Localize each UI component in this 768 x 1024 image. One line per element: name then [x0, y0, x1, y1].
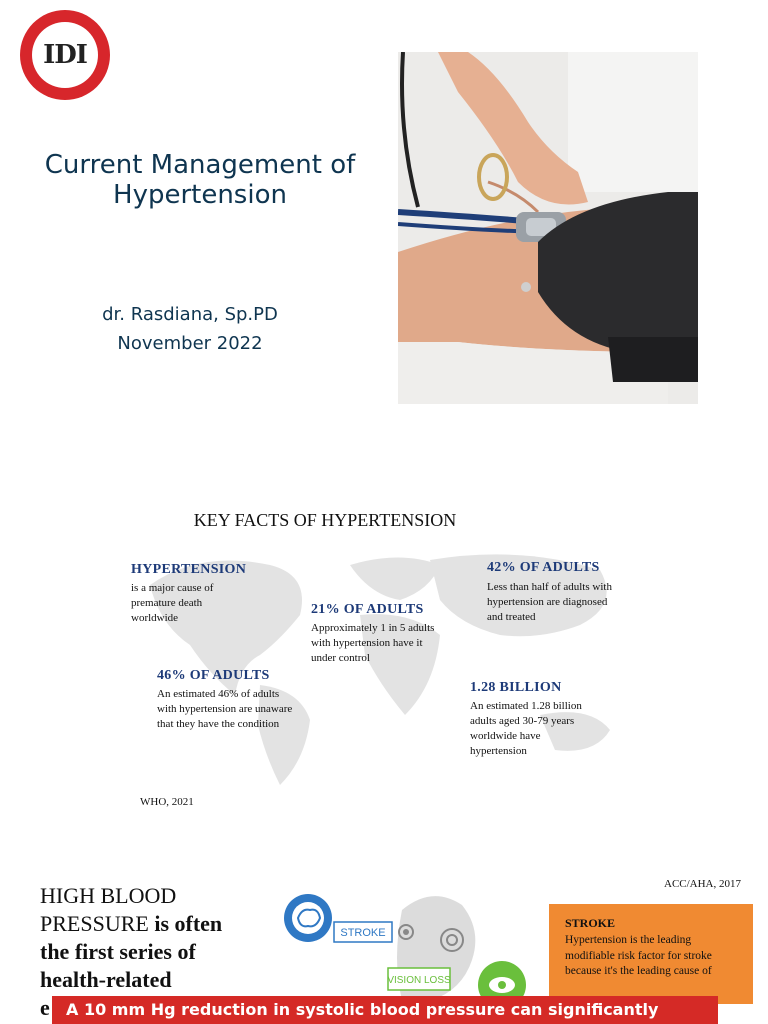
source-citation: ACC/AHA, 2017	[664, 878, 742, 890]
presentation-date: November 2022	[117, 333, 263, 354]
fact-hypertension	[131, 562, 301, 626]
fact-heading: 21% OF ADULTS	[311, 602, 424, 617]
fact-body: Less than half of adults with hypertension are diagnosed and treated	[487, 581, 612, 623]
key-facts-title: KEY FACTS OF HYPERTENSION	[193, 510, 457, 530]
fact-body: is a major cause of premature death worldwide	[131, 582, 214, 624]
fact-heading: 1.28 BILLION	[470, 680, 562, 695]
fact-body: An estimated 46% of adults with hypertension are unaware that they have the condition	[157, 688, 293, 730]
source-citation: WHO, 2021	[140, 796, 194, 808]
slide-heading: HIGH BLOOD PRESSURE is often the first series of health-related e	[40, 883, 223, 1020]
presentation-title: Current Management of Hypertension	[44, 150, 356, 210]
fact-heading: 46% OF ADULTS	[157, 668, 270, 683]
fact-46-percent	[157, 668, 337, 732]
diagram-label-stroke: STROKE	[340, 927, 386, 939]
fact-21-percent	[311, 602, 481, 666]
fact-heading: 42% OF ADULTS	[487, 560, 600, 575]
logo-text: IDI	[43, 40, 87, 70]
key-facts-slide	[0, 490, 768, 830]
blood-pressure-photo	[398, 52, 698, 404]
stroke-heading: STROKE	[565, 916, 616, 930]
fact-body: An estimated 1.28 billion adults aged 30-79 years worldwide have hypertension	[470, 700, 582, 757]
complications-diagram	[282, 890, 542, 1000]
high-blood-pressure-slide	[0, 870, 768, 1024]
author-name: dr. Rasdiana, Sp.PD	[102, 304, 278, 325]
idi-logo	[20, 10, 110, 100]
stroke-body: Hypertension is the leading modifiable risk factor for stroke because it's the leading cause of	[565, 934, 712, 977]
diagram-label-vision-loss: VISION LOSS	[387, 975, 451, 986]
fact-heading: HYPERTENSION	[131, 562, 247, 577]
banner-text: A 10 mm Hg reduction in systolic blood pressure can significantly	[66, 1000, 659, 1019]
fact-42-percent	[487, 560, 667, 625]
stroke-info-box	[549, 904, 753, 1004]
author-block	[40, 300, 340, 358]
fact-body: Approximately 1 in 5 adults with hypertension have it under control	[311, 622, 435, 664]
title-slide	[0, 0, 768, 430]
fact-1-28-billion	[470, 680, 630, 759]
reduction-banner	[52, 996, 718, 1024]
